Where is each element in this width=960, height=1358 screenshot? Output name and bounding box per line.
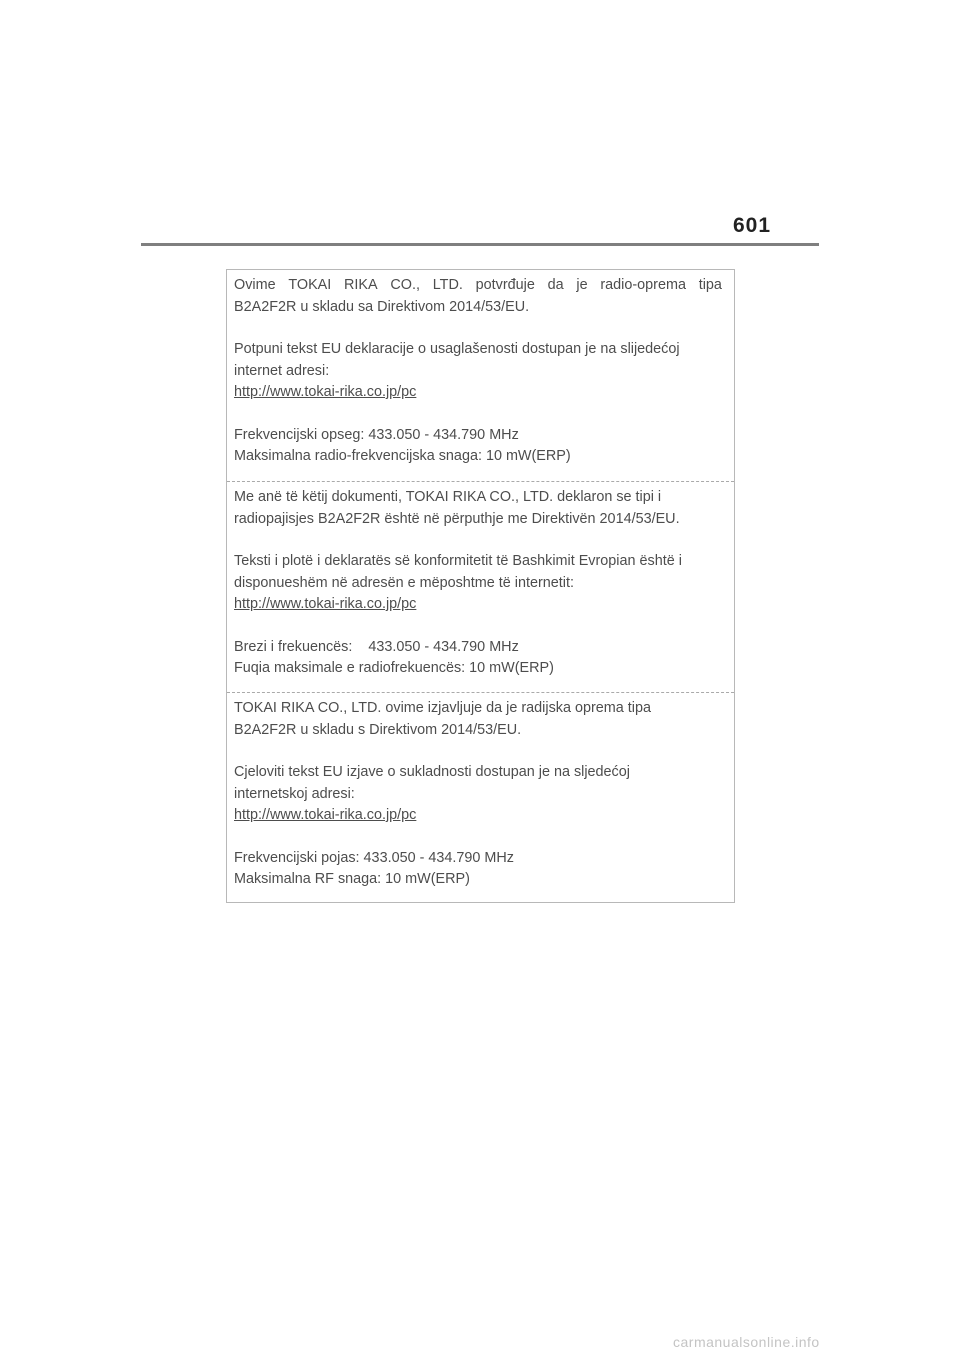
- statement-word: da: [547, 277, 564, 293]
- declaration-section-croatian: [227, 692, 734, 903]
- doc-line-2: internetskoj adresi:: [234, 785, 355, 802]
- statement-line-2: radiopajisjes B2A2F2R është në përputhje me Direktivën 2014/53/EU.: [234, 510, 680, 527]
- statement-line-2: B2A2F2R u skladu s Direktivom 2014/53/EU.: [234, 721, 522, 738]
- statement-word: LTD.: [432, 277, 463, 293]
- frequency-range: Frekvencijski opseg: 433.050 - 434.790 MHz: [234, 426, 519, 443]
- statement-word: radio-oprema: [600, 277, 686, 293]
- header-rule: [141, 243, 819, 246]
- statement-word: CO.,: [390, 277, 420, 293]
- declaration-url-link[interactable]: http://www.tokai-rika.co.jp/pc: [234, 807, 417, 823]
- statement-line-2: B2A2F2R u skladu sa Direktivom 2014/53/EU.: [234, 298, 530, 315]
- declaration-section-bosnian: [227, 270, 734, 482]
- frequency-range: Brezi i frekuencës: 433.050 - 434.790 MHz: [234, 638, 519, 655]
- statement-word: potvrđuje: [475, 277, 535, 293]
- statement-line-1: TOKAI RIKA CO., LTD. ovime izjavljuje da je radijska oprema tipa: [234, 700, 651, 716]
- statement-line-1: Me anë të këtij dokumenti, TOKAI RIKA CO., LTD. deklaron se tipi i: [234, 489, 662, 505]
- declaration-url-link[interactable]: http://www.tokai-rika.co.jp/pc: [234, 384, 417, 400]
- page-number: 601: [733, 214, 772, 237]
- declaration-url-link[interactable]: http://www.tokai-rika.co.jp/pc: [234, 596, 417, 612]
- statement-word: tipa: [698, 277, 722, 293]
- statement-line-1: [234, 275, 722, 297]
- max-power: Maksimalna radio-frekvencijska snaga: 10 mW(ERP): [234, 448, 571, 464]
- statement-word: Ovime: [234, 277, 276, 293]
- footer-watermark: carmanualsonline.info: [673, 1334, 820, 1350]
- statement-word: TOKAI: [288, 277, 332, 293]
- statement-word: RIKA: [344, 277, 378, 293]
- max-power: Maksimalna RF snaga: 10 mW(ERP): [234, 871, 470, 887]
- declaration-section-albanian: [227, 481, 734, 693]
- statement-word: je: [576, 277, 588, 293]
- max-power: Fuqia maksimale e radiofrekuencës: 10 mW(ERP): [234, 660, 554, 676]
- doc-line-2: disponueshëm në adresën e mëposhtme të internetit:: [234, 574, 574, 591]
- doc-line-2: internet adresi:: [234, 362, 330, 379]
- frequency-range: Frekvencijski pojas: 433.050 - 434.790 MHz: [234, 849, 514, 866]
- doc-line-1: Cjeloviti tekst EU izjave o sukladnosti dostupan je na sljedećoj: [234, 764, 630, 780]
- doc-line-1: Teksti i plotë i deklaratës së konformitetit të Bashkimit Evropian është i: [234, 553, 682, 569]
- doc-line-1: Potpuni tekst EU deklaracije o usaglašenosti dostupan je na slijedećoj: [234, 341, 680, 357]
- declaration-box: [226, 269, 735, 903]
